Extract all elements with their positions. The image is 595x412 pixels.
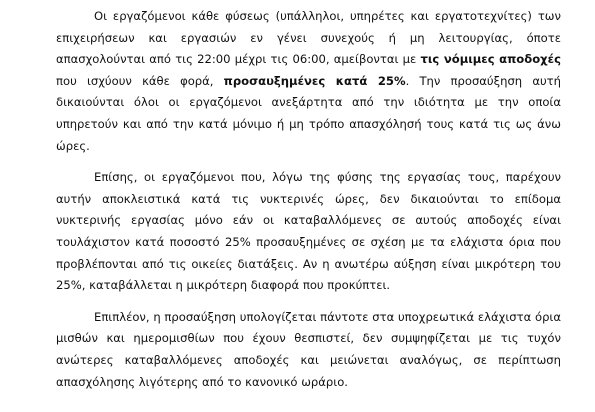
text-segment: που ισχύουν κάθε φορά,: [56, 73, 224, 88]
paragraph-night-pay: [56, 6, 561, 157]
paragraph-calculation: [56, 307, 561, 393]
text-segment: Επιπλέον, η προσαύξηση υπολογίζεται πάντοτε στα υποχρεωτικά ελάχιστα όρια μισθών και ημερομισθίων που έχουν θεσπιστεί, δεν συμψηφίζεται με τις τυχόν ανώτερες καταβαλλόμενες αποδοχές και μειώνεται αναλόγως, σε περίπτωση απασχόλησης λιγότερης από το κανονικό ωράριο.: [56, 309, 561, 389]
document-body: [56, 6, 561, 403]
emphasis-increase-25: προσαυξημένες κατά 25%: [223, 73, 406, 88]
text-segment: Οι εργαζόμενοι κάθε φύσεως (υπάλληλοι, υπηρέτες και εργατοτεχνίτες) των επιχειρήσεων και εργασιών εν γένει συνεχούς ή μη λειτουργίας, όποτε απασχολούνται από τις 22:00 μέχρι τις 06:00, αμείβονται με: [56, 9, 561, 67]
text-segment: . Την προσαύξηση αυτή δικαιούνται όλοι οι εργαζόμενοι ανεξάρτητα από την ιδιότητα με την οποία υπηρετούν και από την κατά μόνιμο ή μη τρόπο απασχόλησή τους κατά τις ως άνω ώρες.: [56, 73, 561, 153]
text-segment: Επίσης, οι εργαζόμενοι που, λόγω της φύσης της εργασίας τους, παρέχουν αυτήν αποκλειστικά κατά τις νυκτερινές ώρες, δεν δικαιούνται το επίδομα νυκτερινής εργασίας μόνο εάν οι καταβαλλόμενες σε αυτούς αποδοχές είναι τουλάχιστον κατά ποσοστό 25% προσαυξημένες σε σχέση με τα ελάχιστα όρια που προβλέπονται από τις οικείες διατάξεις. Αν η ανωτέρω αύξηση είναι μικρότερη του 25%, καταβάλλεται η μικρότερη διαφορά που προκύπτει.: [56, 170, 561, 293]
emphasis-legal-earnings: τις νόμιμες αποδοχές: [420, 52, 561, 67]
paragraph-night-workers: [56, 167, 561, 297]
